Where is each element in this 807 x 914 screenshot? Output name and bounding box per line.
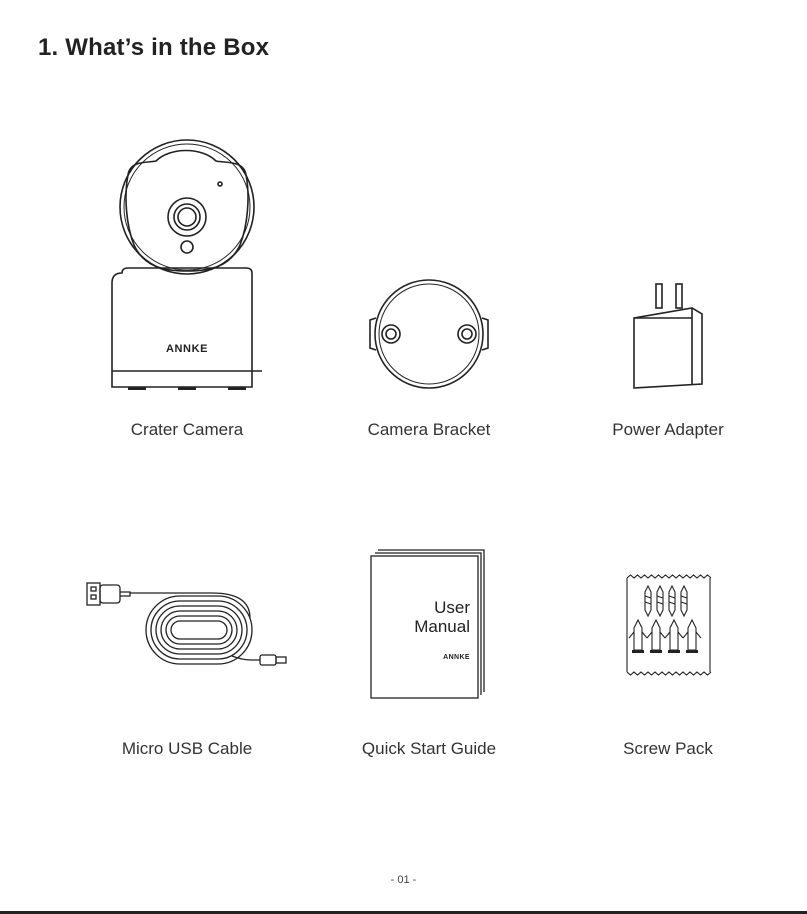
item-label-quick-start-guide: Quick Start Guide xyxy=(361,739,497,758)
camera-brand-label: ANNKE xyxy=(165,343,209,355)
item-label-camera-bracket: Camera Bracket xyxy=(367,420,491,439)
manual-cover-brand: ANNKE xyxy=(443,654,470,661)
section-title: 1. What’s in the Box xyxy=(38,34,270,61)
micro-usb-cable-illustration xyxy=(82,578,302,678)
page-number: - 01 - xyxy=(390,874,417,886)
camera-bracket-illustration xyxy=(360,276,500,396)
item-label-screw-pack: Screw Pack xyxy=(623,739,713,758)
item-label-power-adapter: Power Adapter xyxy=(612,420,724,439)
power-adapter-illustration xyxy=(628,280,708,395)
quick-start-guide-illustration xyxy=(366,546,490,704)
item-label-crater-camera: Crater Camera xyxy=(130,420,244,439)
crater-camera-illustration xyxy=(100,135,280,395)
manual-cover-title-line1: User xyxy=(434,598,470,617)
item-label-micro-usb-cable: Micro USB Cable xyxy=(121,739,253,758)
screw-pack-illustration xyxy=(624,570,714,680)
manual-cover-title-line2: Manual xyxy=(414,617,470,636)
